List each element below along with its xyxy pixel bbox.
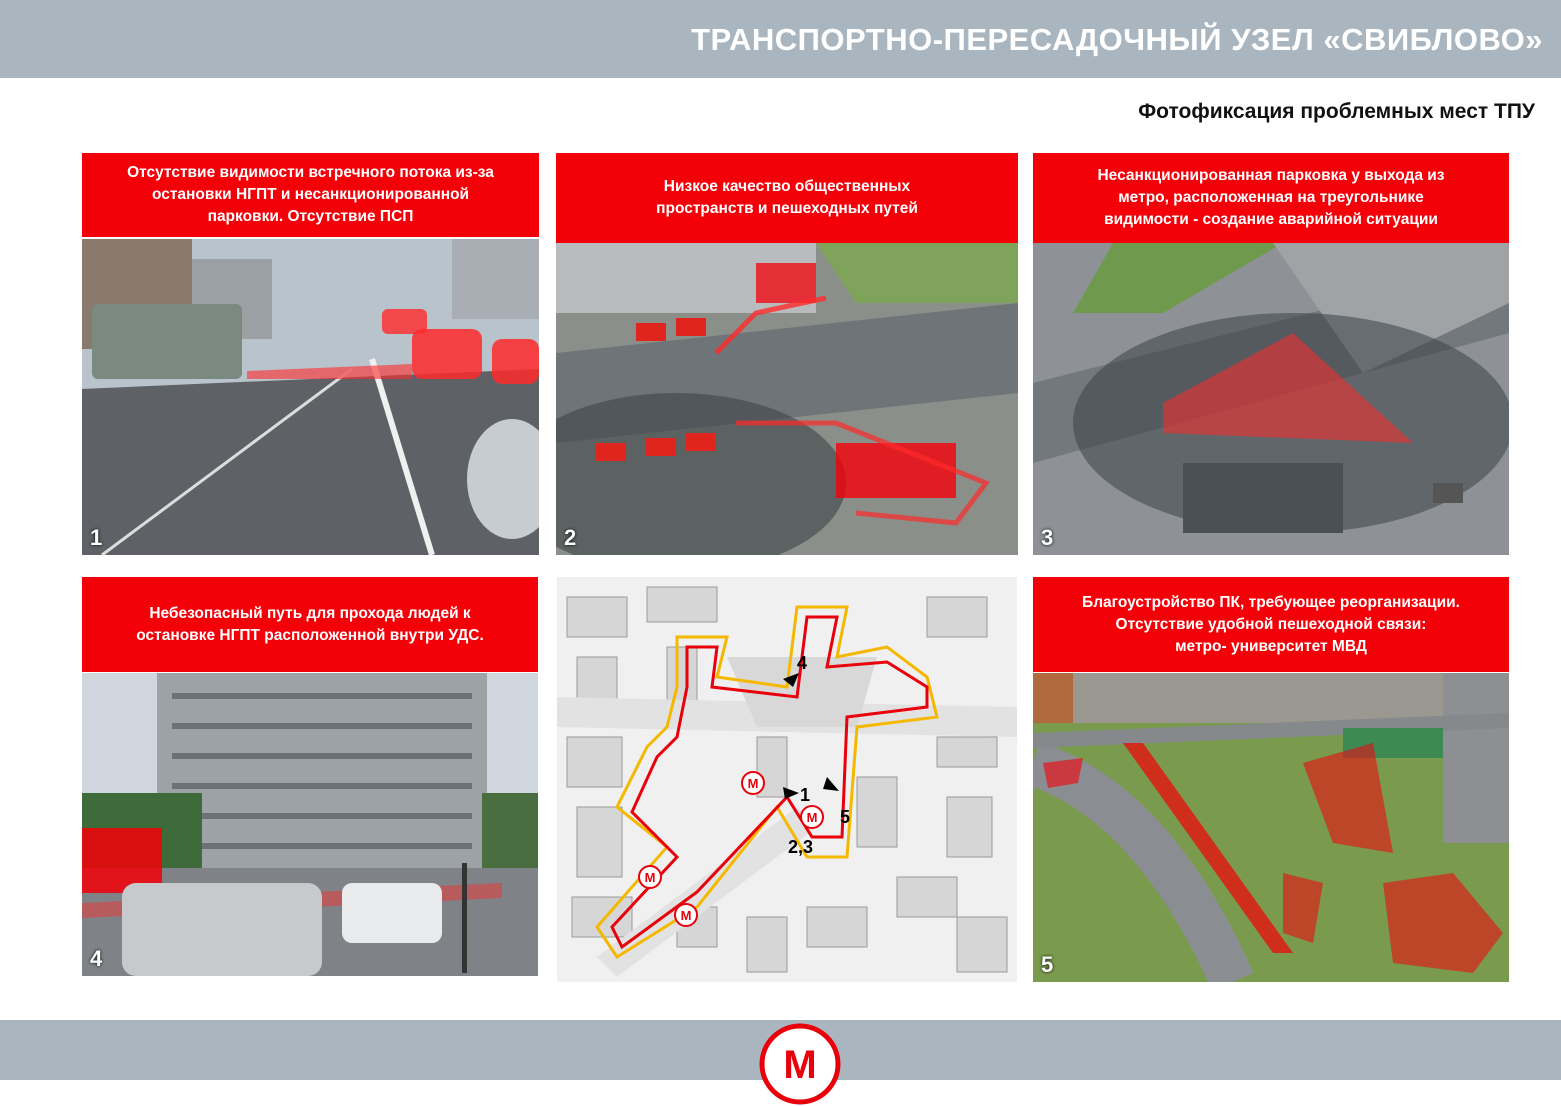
panel-3 [1033,153,1509,555]
svg-text:М: М [806,810,818,825]
page-title: ТРАНСПОРТНО-ПЕРЕСАДОЧНЫЙ УЗЕЛ «СВИБЛОВО» [691,22,1543,57]
map-label-5: 5 [840,807,851,827]
svg-text:М: М [747,776,759,791]
map-panel [557,577,1017,982]
aerial-photo [1033,243,1509,555]
panel-caption: Отсутствие видимости встречного потока из-за остановки НГПТ и несанкционированной парковки. Отсутствие ПСП [82,153,539,237]
panel-caption: Небезопасный путь для прохода людей к остановке НГПТ расположенной внутри УДС. [82,577,538,672]
map-label-2-3: 2,3 [788,837,814,857]
photo-number: 4 [90,946,103,971]
panel-5 [1033,577,1509,982]
map-label-4: 4 [797,653,808,673]
header-bar [0,0,1561,78]
panel-4 [82,577,538,976]
metro-marker [742,772,764,794]
panel-caption: Низкое качество общественных пространств и пешеходных путей [556,153,1018,243]
panel-1 [82,153,539,555]
photo-number: 3 [1041,525,1054,550]
panel-2 [556,153,1018,555]
svg-text:М: М [680,908,692,923]
page-subtitle: Фотофиксация проблемных мест ТПУ [1138,100,1535,123]
svg-text:М: М [644,870,656,885]
street-photo [82,673,538,976]
panel-caption: Благоустройство ПК, требующее реорганизации. Отсутствие удобной пешеходной связи: метро- университет МВД [1033,577,1509,672]
metro-marker [639,866,661,888]
map-label-1: 1 [800,785,811,805]
photo-number: 1 [90,525,103,550]
photo-number: 2 [564,525,577,550]
photo-number: 5 [1041,952,1054,977]
metro-logo-icon [758,1022,842,1106]
aerial-photo [556,243,1018,555]
metro-marker [801,806,823,828]
metro-marker [675,904,697,926]
svg-text:М: М [783,1043,817,1087]
street-photo [82,239,539,555]
aerial-photo [1033,673,1509,982]
panel-caption: Несанкционированная парковка у выхода из метро, расположенная на треугольнике видимости - создание аварийной ситуации [1033,153,1509,243]
